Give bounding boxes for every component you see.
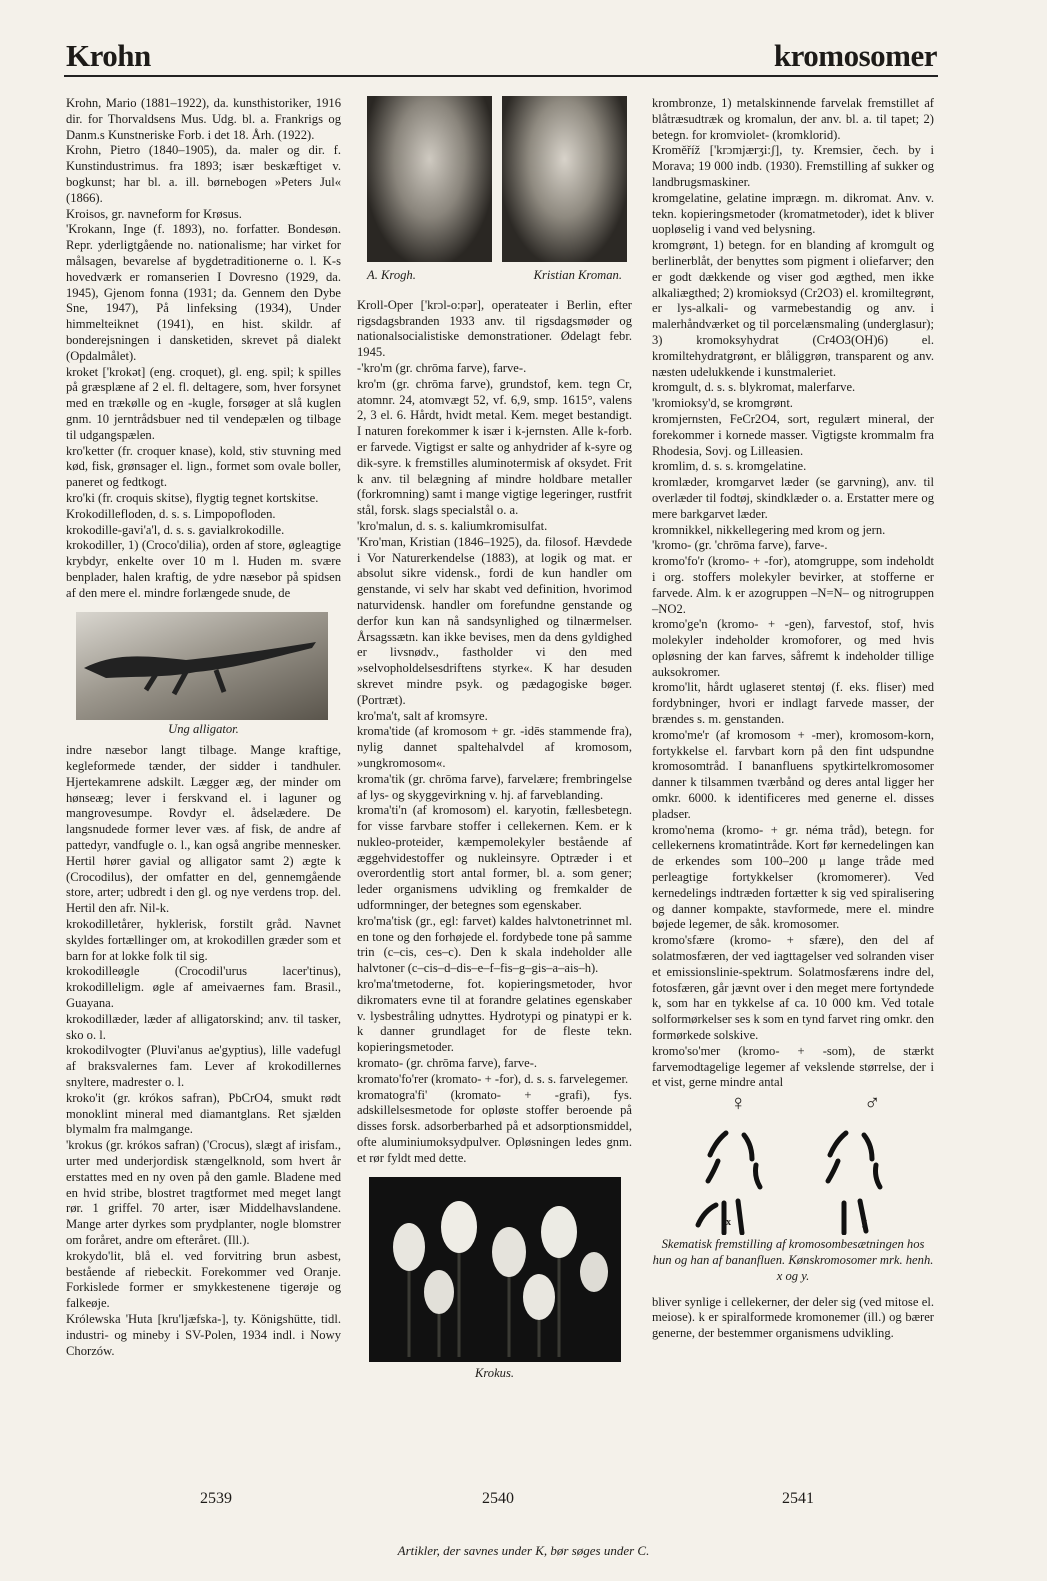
entry: krokodillæder, læder af alligatorskind; anv. til tasker, sko o. l.	[66, 1011, 341, 1042]
portrait-captions	[367, 268, 622, 284]
portrait-kroman	[502, 96, 627, 262]
entry: kromgelatine, gelatine imprægn. m. dikromat. Anv. v. tekn. kopieringsmetoder (kromatmetoder), idet k bliver uopløselig i vand ved belysning.	[652, 190, 934, 237]
alligator-caption: Ung alligator.	[168, 721, 239, 736]
entry: bliver synlige i cellekerner, der deler sig (ved mitose el. meiose). k er spiralformede kromonemer (ill.) og bærer generne, der bestemmer organismens udvikling.	[652, 1294, 934, 1341]
entry: 'krokus (gr. krókos safran) ('Crocus), slægt af irisfam., urter med underjordisk stængelknold, som hvert år erstattes med en ny oven på den gamle. Bladene med en hvid stribe, blostret tragtformet med meget langt rør. 1 griffel. 70 arter, især Middelhavslandene. Mange arter dyrkes som prydplanter, nogle blomstrer om foråret, andre om efteråret. (Ill.).	[66, 1138, 341, 1247]
portrait-row	[367, 96, 632, 262]
entry: Krokodillefloden, d. s. s. Limpopofloden.	[66, 506, 276, 521]
entry: kromatogra'fi' (kromato- + -grafi), fys. adskillelsesmetode for opløste stoffer beroende på disses forsk. adsorberbarhed på et adsorptionsmiddel, ofte aluminiumoksydpulver. Opløsningen ledes gnm. et rør fyldt med dette.	[357, 1087, 632, 1165]
chromosome-diagram	[652, 1090, 934, 1235]
page-number-middle: 2540	[482, 1490, 514, 1507]
entry: krokodilvogter (Pluvi'anus ae'gyptius), lille vadefugl af braksvalernes fam. Lever af krokodillernes snyltere, madrester o. l.	[66, 1043, 341, 1090]
column-right	[652, 96, 934, 1342]
entry: kromato- (gr. chrōma farve), farve-.	[357, 1056, 538, 1071]
entry: kromo'ge'n (kromo- + -gen), farvestof, stof, hvis molekyler indeholder kromoforer, og med hvis opløsning der kan farves, såfremt k indeholder tillige auksokromer.	[652, 617, 934, 679]
entry: indre næsebor langt tilbage. Mange kraftige, kegleformede tænder, der sidder i tandhuler. Hjertekamrene adskilt. Lægger æg, der minder om hønseæg; lever i ferskvand el. i laguner og mangrovesumpe. Rovdyr el. ådselædere. De langsnudede former lever væs. af fisk, de andre af pattedyr, vandfugle o. l., kan også angribe mennesker. Hertil hører gavial og alligator samt 2) ægte k (Crocodilus), der omfatter en del, gennemgående store, arter; udbredt i den gl. og nye verdens trop. del. Hertil den afr. Nil-k.	[66, 743, 341, 916]
entry: 'kromo- (gr. 'chrōma farve), farve-.	[652, 538, 828, 553]
entry: kromlæder, kromgarvet læder (se garvning), anv. til overlæder til fodtøj, skindklæder o. a. Erstatter mere og mere barkgarvet læder.	[652, 475, 934, 521]
y-chromosome-label: y	[862, 1217, 867, 1229]
crocus-caption: Krokus.	[474, 1365, 515, 1380]
column-left	[66, 96, 341, 1359]
entry: 'kromioksy'd, se kromgrønt.	[652, 396, 793, 411]
male-symbol: ♂	[864, 1090, 881, 1116]
entry: 'Krokann, Inge (f. 1893), no. forfatter. Bondesøn. Repr. yderligtgående no. nationalisme; har virket for målsagen, bevarelse af bygdetraditionerne o. l. K-s hovedværk er romanserien I Dovresno (1929, da. 1945), Gjenom fonna (1931; da. Gennem den Dybe Sne, 1947), På linfeksing (1934), Under himmelteiknet (1941), en hist. skildr. af bonderejsningen i dansketiden, skrevet på dialekt (Opdalmålet).	[66, 222, 341, 363]
entry: kro'ma'tisk (gr., egl: farvet) kaldes halvtonetrinnet ml. en tone og den forhøjede el. fordybede tone på samme trin (c–cis, ces–c). Den k skala indeholder alle halvtoner (c–cis–d–dis–e–f–fis–g–gis–a–ais–h).	[357, 913, 632, 976]
entry: kromgrønt, 1) betegn. for en blanding af kromgult og berlinerblåt, der benyttes som pigment i oliefarver; den er godt dækkende og viser god ægthed, men ikke alkaliægthed; 2) kromioksyd (Cr2O3) el. kromiltegrønt, er lys-alkali- og varmebestandig og anv. i malerhåndværket og til porcelænsmaling (underglasur); 3) kromoksyhydrat (Cr4O3(OH)6) el. kromiltehydratgrønt, er blåliggrøn, transparent og anv. næsten udelukkende i kunstmaleriet.	[652, 238, 934, 379]
entry: kro'ma'tmetoderne, fot. kopieringsmetoder, hvor dikromaters evne til at forandre gelatines egenskaber v. lysbestråling udnyttes. Hydrotypi og pinatypi er k. k danner grundlaget for de fleste tekn. kopieringsmetoder.	[357, 977, 632, 1055]
page-number-left: 2539	[200, 1490, 232, 1507]
entry: Krohn, Mario (1881–1922), da. kunsthistoriker, 1916 dir. for Thorvaldsens Mus. Udg. bl. a. Frankrigs og Danm.s Kunstneriske Forb. i det 18. Årh. (1922).	[66, 96, 341, 142]
chromosome-caption: Skematisk fremstilling af kromosombesætningen hos hun og han af bananfluen. Kønskromosomer mrk. henh. x og y.	[652, 1237, 934, 1283]
entry: kromgult, d. s. s. blykromat, malerfarve.	[652, 380, 856, 395]
entry: krokodiller, 1) (Croco'dilia), orden af store, øgleagtige krybdyr, enkelte over 10 m l. Huden m. svære benplader, halen kraftig, de ydre næsebor på spidsen af den mere el. mindre forlængede snude, de	[66, 538, 341, 600]
entry: Kroměříž ['krɔmjærʒi:ʃ], ty. Kremsier, čech. by i Morava; 19 000 indb. (1930). Fremstilling af sukker og landbrugsmaskiner.	[652, 143, 934, 189]
entry: 'Kro'man, Kristian (1846–1925), da. filosof. Hævdede i Vor Naturerkendelse (1883), at logik og mat. er absolut sikre vidensk., fordi de kun handler om genstande, vi selv har skabt ved definition, hvorimod naturvidensk. handler om forefundne genstande og derfor kun kan nå sandsynlighed og tilnærmelser. Årsagssætn. kan ikke bevises, men da dens gyldighed er livsnødv., fastholder vi den med »selvopholdelsesdriftens styrke«. K har desuden skrevet mindre psyk. og pædagogiske bøger. (Portræt).	[357, 534, 632, 707]
entry: krokydo'lit, blå el. ved forvitring brun asbest, bestående af riebeckit. Forekommer ved Oranje. Forkislede former er smykkestenene tigerøje og falkeøje.	[66, 1248, 341, 1311]
entry: krokodilleøgle (Crocodil'urus lacer'tinus), krokodilleligm. øgle af ameivaernes fam. Brasil., Guayana.	[66, 964, 341, 1011]
crocus-photo	[369, 1177, 621, 1362]
footer-note: Artikler, der savnes under K, bør søges under C.	[397, 1543, 650, 1558]
entry: kro'm (gr. chrōma farve), grundstof, kem. tegn Cr, atomnr. 24, atomvægt 52, vf. 6,9, smp. 1615°, valens 2, 3 el. 6. Hårdt, hvidt metal. Kem. meget bestandigt. I naturen forekommer k især i k-jernsten. Alle k-forb. er farvede. Vigtigst er salte og anhydrider af k-syre og dik-syre. k fremstilles aluminotermisk af oksydet. Frit k anv. til belægning af mindre holdbare metaller (forkromning) samt i mange vigtige legeringer, rustfrit stål, forsk. slags specialstål o. a.	[357, 376, 632, 518]
alligator-figure	[76, 612, 328, 720]
entry: 'kro'malun, d. s. s. kaliumkromisulfat.	[357, 518, 548, 533]
entry: kroket ['krokət] (eng. croquet), gl. eng. spil; k spilles på græsplæne af 2 el. fl. deltagere, som, hver forsynet med en trækølle og en -kugle, forsøger at slå kuglen gnm. 10 jerntrådsbuer ned til vendepælen og tilbage til udgangspælen.	[66, 364, 341, 442]
entry: kromato'fo'rer (kromato- + -for), d. s. s. farvelegemer.	[357, 1071, 629, 1086]
entry: kro'ki (fr. croquis skitse), flygtig tegnet kortskitse.	[66, 490, 319, 505]
entry: kromo'me'r (af kromosom + -mer), kromosom-korn, fortykkelse el. farvbart korn på den fint udspundne kromosomtråd. I bananfluens spytkirtelkromosomer danner k tilsammen tværbånd og deres antal ligger her omkr. 6000. k identificeres med generne el. disses pladser.	[652, 727, 934, 821]
page-number-right: 2541	[782, 1490, 814, 1507]
entry: kro'ketter (fr. croquer knase), kold, stiv stuvning med kød, fisk, grønsager el. lign., formet som ovale boller, paneret og fedtkogt.	[66, 443, 341, 490]
entry: kroma'tik (gr. chrōma farve), farvelære; frembringelse af lys- og skyggevirkning v. hj. af farveblanding.	[357, 771, 632, 802]
entry: kromjernsten, FeCr2O4, sort, regulært mineral, der forekommer i kornede masser. Vigtigste krommalm fra Rhodesia, Sovj. og Lilleasien.	[652, 411, 934, 458]
entry: kromo'nema (kromo- + gr. néma tråd), betegn. for cellekernens kromatintråde. Kort før kernedelingen kan de erkendes som 100–200 μ lange tråde med perleagtige fortykkelser (kromomerer). Ved kernedelings indtræden fortætter k sig ved spiralisering og danner kompakte, stavformede, mere el. mindre bøjede legemer, de såk. kromosomer.	[652, 822, 934, 932]
entry: Królewska 'Huta [kru'ljæfska-], ty. Königshütte, tidl. industri- og mineby i SV-Polen, 1934 indl. i Nowy Chorzów.	[66, 1311, 341, 1358]
x-chromosome-label: x	[726, 1217, 731, 1229]
entry: kroma'tide (af kromosom + gr. -idēs stammende fra), nylig dannet spaltehalvdel af kromosom, »ungkromosom«.	[357, 724, 632, 770]
entry: krombronze, 1) metalskinnende farvelak fremstillet af blåtræsudtræk og kromalun, der anv. bl. a. til tapet; 2) betegn. for kromviolet- (kromklorid).	[652, 96, 934, 142]
entry: Krohn, Pietro (1840–1905), da. maler og dir. f. Kunstindustrimus. fra 1893; især beskæftiget v. bogkunst; har bl. a. ill. børnebogen »Peters Jul« (1866).	[66, 143, 341, 205]
entry: -'kro'm (gr. chrōma farve), farve-.	[357, 360, 527, 375]
crocus-figure	[369, 1177, 621, 1362]
header-rule	[64, 75, 938, 77]
entry: kromo'so'mer (kromo- + -som), de stærkt farvemodtagelige legemer af vekslende størrelse, der i et vist, gerne mindre antal	[652, 1043, 934, 1090]
entry: kromo'lit, hårdt uglaseret stentøj (f. eks. fliser) med fordybninger, hvori er indlagt farvede masser, der brændes s. m. genstanden.	[652, 680, 934, 727]
male-chromosomes	[828, 1133, 880, 1233]
column-middle	[357, 96, 632, 1381]
entry: kromnikkel, nikkellegering med krom og jern.	[652, 522, 886, 537]
entry: kroko'it (gr. krókos safran), PbCrO4, smukt rødt monoklint mineral med diamantglans. Ret sjælden blymalm fra malmgange.	[66, 1090, 341, 1137]
alligator-photo	[76, 612, 328, 720]
running-head-left: Krohn	[66, 38, 151, 73]
portrait-krogh	[367, 96, 492, 262]
portrait-caption-kroman: Kristian Kroman.	[533, 268, 622, 282]
entry: krokodilletårer, hyklerisk, forstilt gråd. Navnet skyldes fortællinger om, at krokodillen græder som et barn for at lokke folk til sig.	[66, 917, 341, 963]
entry: kromo'fo'r (kromo- + -for), atomgruppe, som indeholdt i org. stoffers molekyler bevirker, at stofferne er farvede. Alm. k er azogruppen –N=N– og nitrogruppen –NO2.	[652, 554, 934, 616]
female-symbol: ♀	[730, 1090, 747, 1116]
portrait-caption-krogh: A. Krogh.	[367, 268, 416, 282]
entry: kro'ma't, salt af kromsyre.	[357, 708, 488, 723]
entry: kromlim, d. s. s. kromgelatine.	[652, 459, 807, 474]
entry: kromo'sfære (kromo- + sfære), den del af solatmosfæren, der ved iagttagelser ved solranden viser et emissionslinie-spektrum. Solatmosfærens indre del, fotosfæren, går jævnt over i den meget mere fortyndede k, som har en tykkelse af ca. 10 000 km. Ved totale solformørkelser ses k som en tynd farvet ring omkr. den formørkede solskive.	[652, 933, 934, 1043]
entry: krokodille-gavi'a'l, d. s. s. gavialkrokodille.	[66, 522, 285, 537]
running-head-right: kromosomer	[773, 38, 937, 73]
entry: kroma'ti'n (af kromosom) el. karyotin, fællesbetegn. for visse farvbare stoffer i cellekernen. Kem. er k nukleo-proteider, kæmpemolekyler bestående af æggehvidestoffer og nukleinsyre. Optræder i et overordentlig stort antal former, bl. a. som gener; leder organismens udvikling og fremkalder de udformninger, der betegnes som egenskaber.	[357, 803, 632, 913]
entry: Kroll-Oper ['krɔl-o:pər], operateater i Berlin, efter rigsdagsbranden 1933 anv. til rigsdagsmøder og nationalsocialistiske demonstrationer. Ødelagt febr. 1945.	[357, 297, 632, 360]
entry: Kroisos, gr. navneform for Krøsus.	[66, 206, 242, 221]
chromosome-figure	[652, 1090, 934, 1235]
